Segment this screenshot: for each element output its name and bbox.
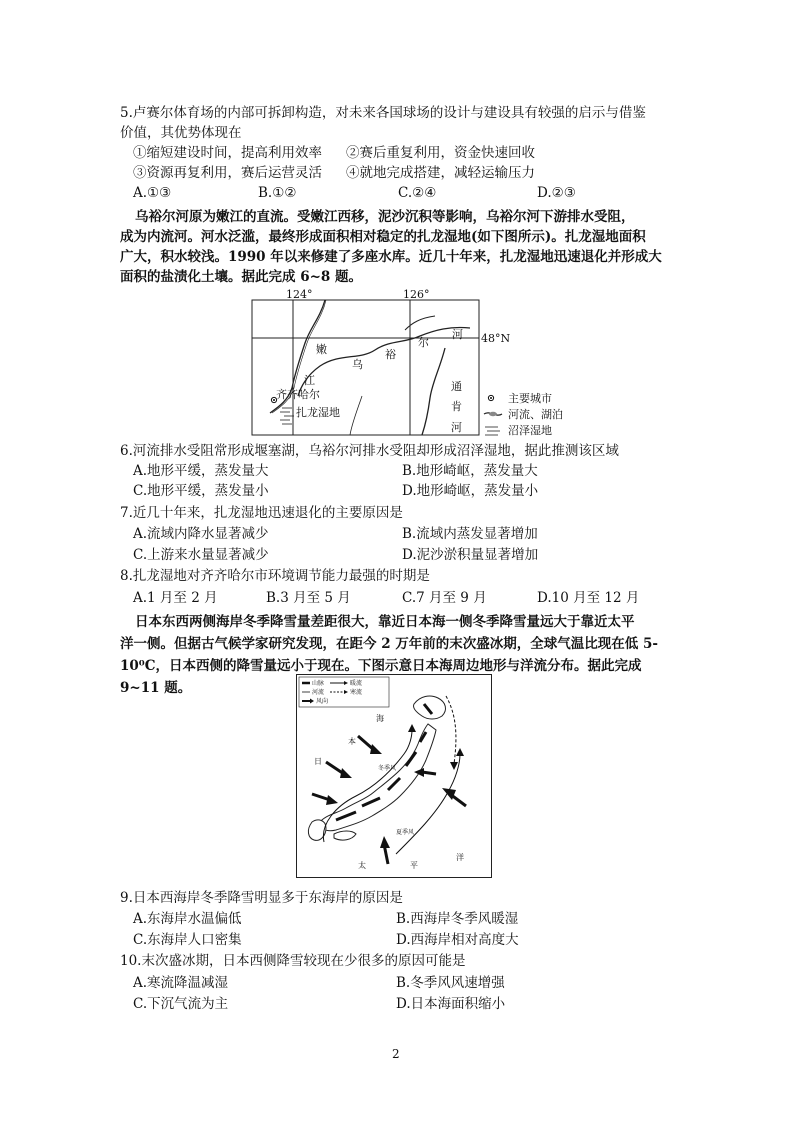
q7-option-c: C.上游来水量显著减少 (133, 547, 269, 563)
legend-river: 河流、湖泊 (508, 408, 563, 421)
passage2-line1: 日本东西两侧海岸冬季降雪量差距很大，靠近日本海一侧冬季降雪量远大于靠近太平 (135, 614, 635, 630)
q8-option-c: C.7 月至 9 月 (402, 590, 487, 606)
map1-legend (484, 392, 563, 437)
label-ocean-ping: 平 (410, 861, 418, 870)
q6-option-a: A.地形平缓，蒸发量大 (133, 463, 269, 479)
legend-cold: 寒流 (350, 689, 363, 696)
map2-legend (299, 677, 389, 707)
q8-option-a: A.1 月至 2 月 (133, 590, 218, 606)
passage2-line3: 10⁰C，日本西侧的降雪量远小于现在。下图示意日本海周边地形与洋流分布。据此完成 (120, 658, 642, 674)
passage2-line2: 洋一侧。但据古气候学家研究发现，在距今 2 万年前的末次盛冰期，全球气温比现在低 5- (120, 636, 658, 652)
passage2-line4: 9~11 题。 (120, 680, 192, 696)
q5-option-b: B.①② (258, 185, 297, 201)
legend-warm: 暖流 (350, 680, 363, 687)
legend-city: 主要城市 (508, 392, 552, 405)
q5-stem-line2: 价值，其优势体现在 (120, 125, 242, 141)
q8-option-b: B.3 月至 5 月 (266, 590, 351, 606)
q9-option-c: C.东海岸人口密集 (133, 932, 242, 948)
label-er: 尔 (418, 336, 429, 349)
label-tong: 通 (451, 380, 462, 393)
q5-statement-4: ④就地完成搭建，减轻运输压力 (346, 165, 535, 181)
legend-swamp: 沼泽湿地 (508, 424, 552, 437)
label-ken: 肯 (451, 400, 462, 413)
wetland-symbol (280, 408, 294, 424)
label-ocean-yang: 洋 (456, 853, 464, 862)
legend-mountain: 山脉 (312, 680, 325, 687)
q9-stem: 9.日本西海岸冬季降雪明显多于东海岸的原因是 (120, 890, 403, 906)
label-winter-wind: 冬季风 (378, 765, 397, 772)
q7-option-a: A.流域内降水显著减少 (133, 526, 269, 542)
q10-option-c: C.下沉气流为主 (133, 996, 229, 1012)
label-lon-124: 124° (286, 288, 313, 301)
q7-option-b: B.流域内蒸发显著增加 (402, 526, 538, 542)
label-nen: 嫩 (316, 343, 327, 356)
q6-option-b: B.地形崎岖，蒸发量大 (402, 463, 538, 479)
label-sea-ben: 本 (348, 737, 356, 746)
label-jiang: 江 (304, 374, 315, 387)
q8-option-d: D.10 月至 12 月 (537, 590, 640, 606)
q8-stem: 8.扎龙湿地对齐齐哈尔市环境调节能力最强的时期是 (120, 568, 430, 584)
q6-stem: 6.河流排水受阻常形成堰塞湖，乌裕尔河排水受阻却形成沼泽湿地，据此推测该区域 (120, 443, 619, 459)
q7-option-d: D.泥沙淤积量显著增加 (402, 547, 539, 563)
q5-option-c: C.②④ (398, 185, 437, 201)
q10-option-a: A.寒流降温减湿 (133, 975, 229, 991)
page-number: 2 (392, 1047, 400, 1061)
q10-stem: 10.末次盛冰期，日本西侧降雪较现在少很多的原因可能是 (120, 953, 466, 969)
label-yu: 裕 (385, 348, 396, 361)
label-sea-hai: 海 (376, 714, 384, 723)
label-he: 河 (452, 328, 463, 341)
tongken-river (422, 348, 445, 435)
label-wu: 乌 (352, 358, 363, 371)
label-tongken-he: 河 (451, 421, 462, 434)
q5-stem-line1: 5.卢赛尔体育场的内部可拆卸构造，对未来各国球场的设计与建设具有较强的启示与借鉴 (120, 105, 646, 121)
label-ocean-tai: 太 (358, 861, 366, 870)
q7-stem: 7.近几十年来，扎龙湿地迅速退化的主要原因是 (120, 505, 403, 521)
passage1-line3: 广大，积水较浅。1990 年以来修建了多座水库。近几十年来，扎龙湿地迅速退化并形成大 (120, 249, 662, 265)
label-lat-48n: 48°N (481, 332, 511, 345)
q5-statement-3: ③资源再复利用，赛后运营灵活 (133, 165, 322, 181)
q6-option-c: C.地形平缓，蒸发量小 (133, 483, 269, 499)
q5-statement-2: ②赛后重复利用，资金快速回收 (346, 145, 535, 161)
passage1-line1: 乌裕尔河原为嫩江的直流。受嫩江西移，泥沙沉积等影响，乌裕尔河下游排水受阻， (135, 209, 635, 225)
q9-option-b: B.西海岸冬季风暖湿 (396, 911, 519, 927)
zhalong-wetland-map (240, 288, 580, 438)
label-lon-126: 126° (403, 288, 430, 301)
label-qiqihar: 齐齐哈尔 (276, 388, 320, 401)
q10-option-d: D.日本海面积缩小 (396, 996, 506, 1012)
legend-river2: 河流 (312, 689, 325, 696)
q9-option-d: D.西海岸相对高度大 (396, 932, 519, 948)
q10-option-b: B.冬季风风速增强 (396, 975, 505, 991)
q5-statement-1: ①缩短建设时间，提高利用效率 (133, 145, 322, 161)
label-zhalong: 扎龙湿地 (296, 406, 340, 419)
label-summer-wind: 夏季风 (396, 829, 415, 836)
q6-option-d: D.地形崎岖，蒸发量小 (402, 483, 539, 499)
legend-wind: 风向 (316, 698, 329, 705)
label-sea-ri: 日 (314, 757, 322, 766)
passage1-line2: 成为内流河。河水泛滥，最终形成面积相对稳定的扎龙湿地(如下图所示)。扎龙湿地面积 (120, 229, 646, 245)
q5-option-d: D.②③ (537, 185, 576, 201)
q5-option-a: A.①③ (133, 185, 172, 201)
passage1-line4: 面积的盐渍化土壤。据此完成 6~8 题。 (120, 269, 362, 285)
japan-sea-map (296, 674, 492, 878)
q9-option-a: A.东海岸水温偏低 (133, 911, 242, 927)
